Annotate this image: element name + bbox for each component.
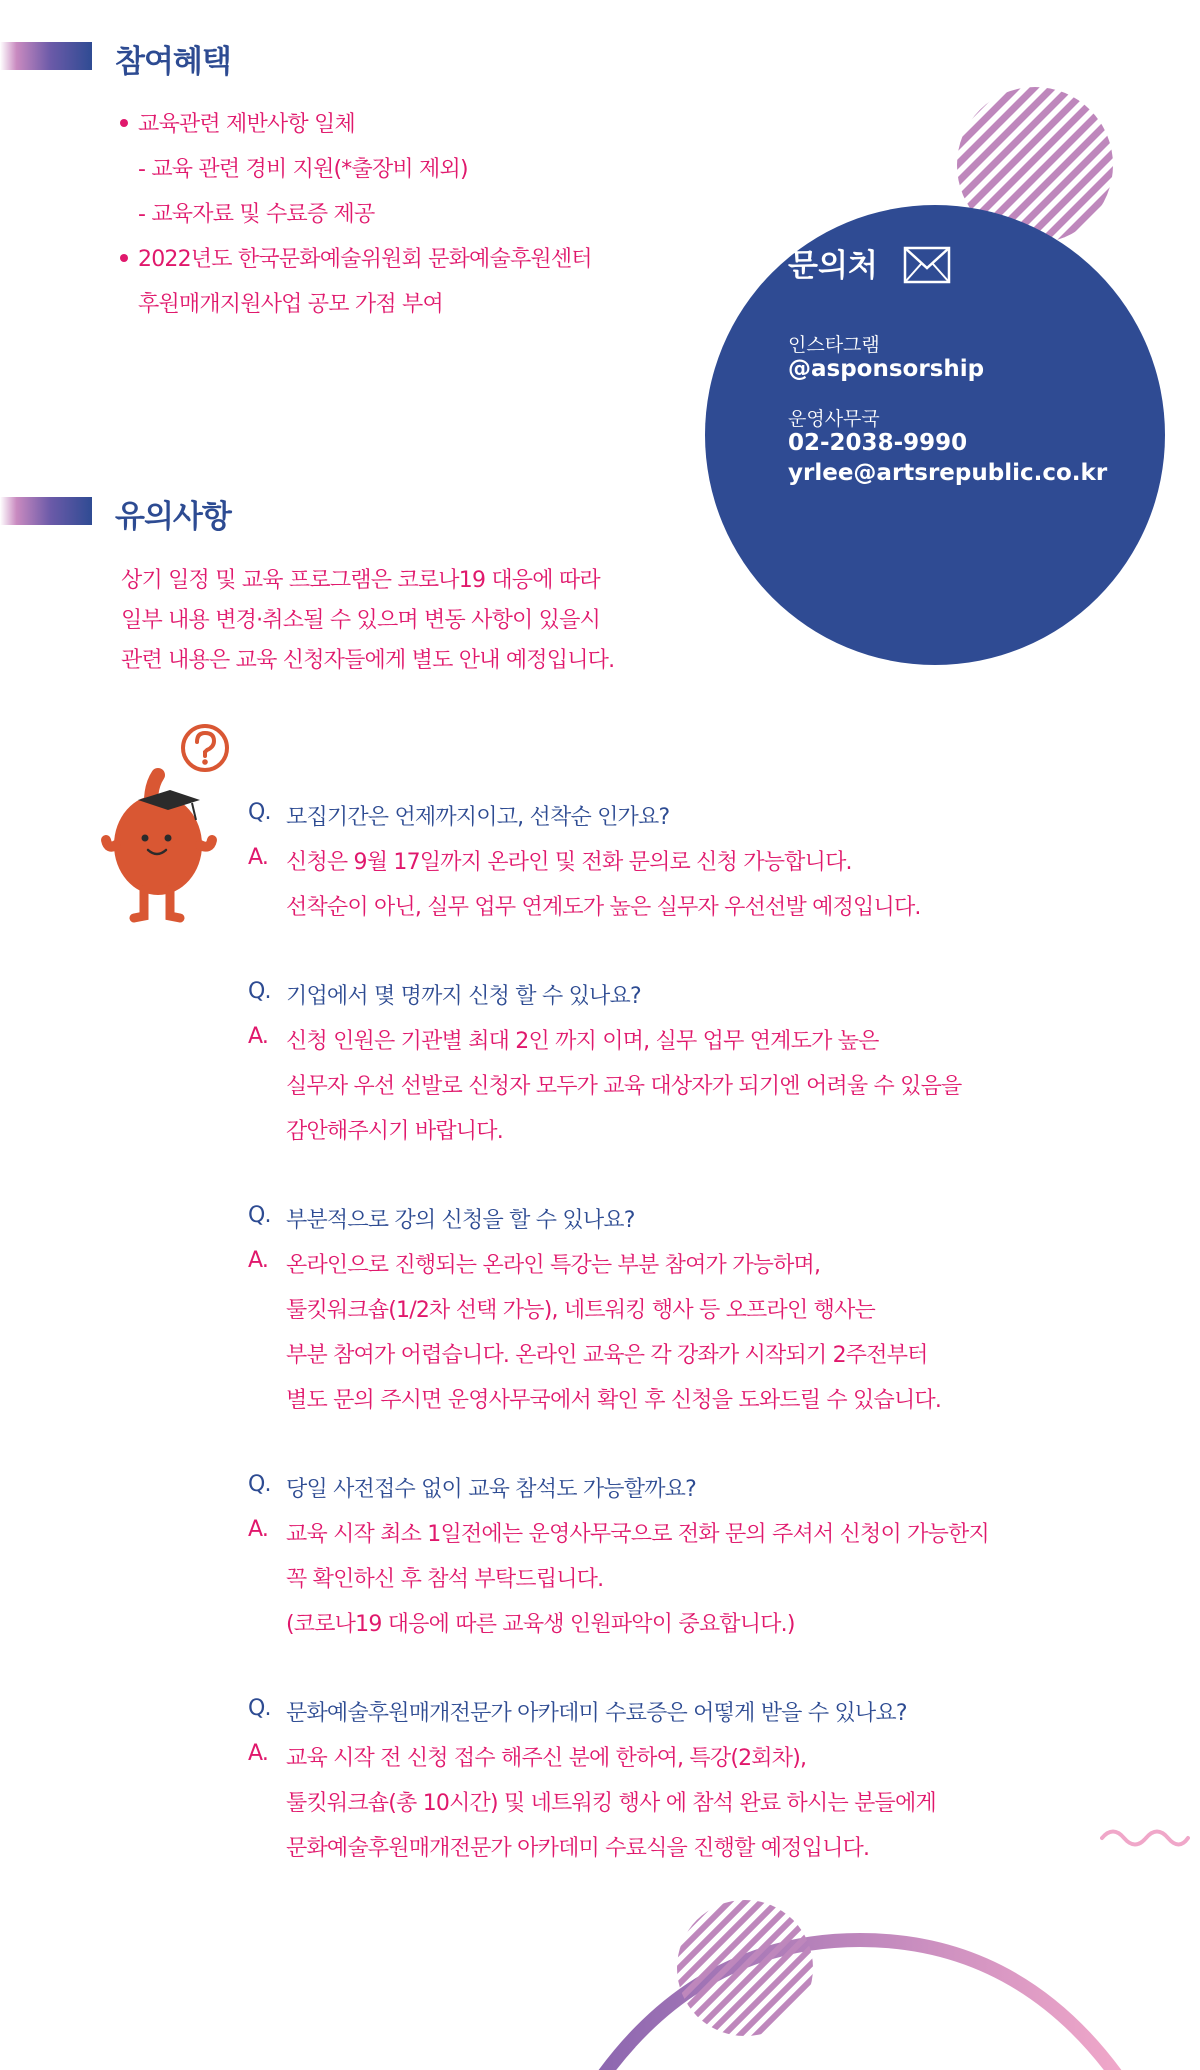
faq-q-mark: Q. <box>248 979 271 1004</box>
benefit-item: 2022년도 한국문화예술위원회 문화예술후원센터 <box>120 242 592 273</box>
faq-q-mark: Q. <box>248 800 271 825</box>
faq-question: 기업에서 몇 명까지 신청 할 수 있나요? <box>286 984 641 1009</box>
faq-answer-line: 부분 참여가 어렵습니다. 온라인 교육은 각 강좌가 시작되기 2주전부터 <box>286 1343 928 1368</box>
decor-bottom-ring <box>580 1930 1140 2070</box>
faq-answer-line: 교육 시작 최소 1일전에는 운영사무국으로 전화 문의 주셔서 신청이 가능한지 <box>286 1522 989 1547</box>
section-bar-benefits <box>0 42 92 70</box>
faq-answer-line: (코로나19 대응에 따른 교육생 인원파악이 중요합니다.) <box>286 1612 795 1637</box>
bullet-dot <box>120 254 128 262</box>
faq-answer-line: 툴킷워크숍(1/2차 선택 가능), 네트워킹 행사 등 오프라인 행사는 <box>286 1298 875 1323</box>
notice-title: 유의사항 <box>115 499 231 535</box>
contact-title: 문의처 <box>788 240 951 287</box>
office-label: 운영사무국 <box>788 408 880 430</box>
question-mark-icon <box>183 726 227 770</box>
faq-question: 모집기간은 언제까지이고, 선착순 인가요? <box>286 805 670 830</box>
decor-striped-circle-overlay <box>955 85 1115 245</box>
faq-question: 당일 사전접수 없이 교육 참석도 가능할까요? <box>286 1477 696 1502</box>
faq-q-mark: Q. <box>248 1472 271 1497</box>
phone-number[interactable]: 02-2038-9990 <box>788 430 968 456</box>
bullet-dot <box>120 119 128 127</box>
faq-q-mark: Q. <box>248 1203 271 1228</box>
faq-answer-line: 온라인으로 진행되는 온라인 특강는 부분 참여가 가능하며, <box>286 1253 821 1278</box>
email-address[interactable]: yrlee@artsrepublic.co.kr <box>788 460 1108 486</box>
faq-answer-line: 꼭 확인하신 후 참석 부탁드립니다. <box>286 1567 604 1592</box>
faq-answer-line: 신청은 9월 17일까지 온라인 및 전화 문의로 신청 가능합니다. <box>286 850 852 875</box>
faq-answer-line: 교육 시작 전 신청 접수 해주신 분에 한하여, 특강(2회차), <box>286 1746 807 1771</box>
faq-a-mark: A. <box>248 1517 269 1542</box>
benefits-title: 참여혜택 <box>115 44 231 80</box>
benefit-item: 교육관련 제반사항 일체 <box>120 107 355 138</box>
benefit-item: - 교육 관련 경비 지원(*출장비 제외) <box>138 157 468 182</box>
envelope-icon <box>903 246 951 284</box>
faq-answer-line: 선착순이 아닌, 실무 업무 연계도가 높은 실무자 우선선발 예정입니다. <box>286 895 921 920</box>
faq-q-mark: Q. <box>248 1696 271 1721</box>
faq-answer-line: 신청 인원은 기관별 최대 2인 까지 이며, 실무 업무 연계도가 높은 <box>286 1029 879 1054</box>
faq-answer-line: 문화예술후원매개전문가 아카데미 수료식을 진행할 예정입니다. <box>286 1836 870 1861</box>
faq-a-mark: A. <box>248 1024 269 1049</box>
instagram-handle[interactable]: @asponsorship <box>788 356 985 382</box>
notice-line: 일부 내용 변경·취소될 수 있으며 변동 사항이 있을시 <box>121 608 601 633</box>
notice-line: 상기 일정 및 교육 프로그램은 코로나19 대응에 따라 <box>121 568 600 593</box>
benefit-item: 후원매개지원사업 공모 가점 부여 <box>138 292 443 317</box>
faq-answer-line: 툴킷워크숍(총 10시간) 및 네트워킹 행사 에 참석 완료 하시는 분들에게 <box>286 1791 936 1816</box>
faq-a-mark: A. <box>248 1741 269 1766</box>
faq-a-mark: A. <box>248 1248 269 1273</box>
section-bar-notice <box>0 497 92 525</box>
benefit-item: - 교육자료 및 수료증 제공 <box>138 202 375 227</box>
faq-question: 부분적으로 강의 신청을 할 수 있나요? <box>286 1208 635 1233</box>
mascot-illustration <box>100 720 240 930</box>
faq-question: 문화예술후원매개전문가 아카데미 수료증은 어떻게 받을 수 있나요? <box>286 1701 907 1726</box>
faq-answer-line: 별도 문의 주시면 운영사무국에서 확인 후 신청을 도와드릴 수 있습니다. <box>286 1388 942 1413</box>
notice-line: 관련 내용은 교육 신청자들에게 별도 안내 예정입니다. <box>121 648 615 673</box>
faq-answer-line: 실무자 우선 선발로 신청자 모두가 교육 대상자가 되기엔 어려울 수 있음을 <box>286 1074 962 1099</box>
faq-answer-line: 감안해주시기 바랍니다. <box>286 1119 503 1144</box>
instagram-label: 인스타그램 <box>788 334 880 356</box>
decor-wave <box>1100 1823 1190 1853</box>
decor-striped-circle-bottom <box>675 1898 815 2038</box>
faq-a-mark: A. <box>248 845 269 870</box>
